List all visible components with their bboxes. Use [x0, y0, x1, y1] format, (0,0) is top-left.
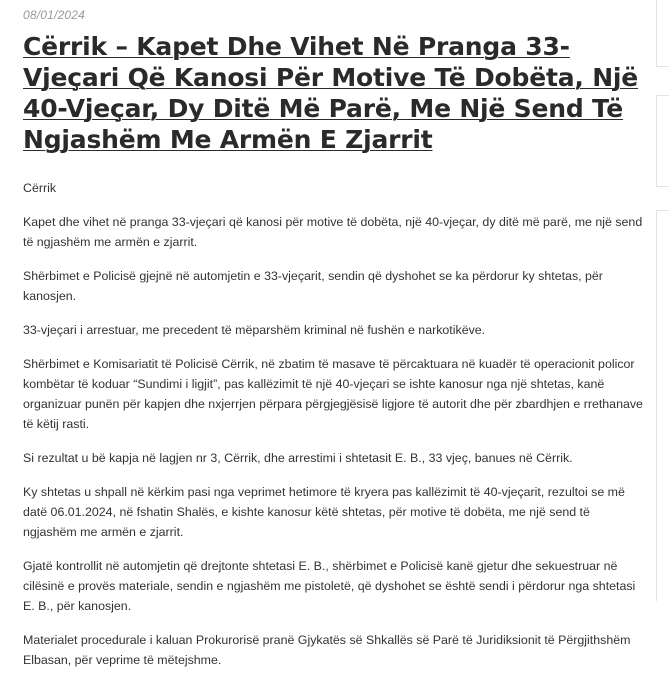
sidebar-edge: [656, 210, 669, 601]
article-body: [23, 178, 643, 684]
article-paragraph: Cërrik: [23, 181, 57, 195]
article-paragraph: Kapet dhe vihet në pranga 33-vjeçari që kanosi për motive të dobëta, një 40-vjeçar, dy ditë më parë, me një send të ngjashëm me armën e zjarrit.: [23, 215, 643, 249]
sidebar-edge: [656, 95, 669, 187]
article-paragraph: Shërbimet e Komisariatit të Policisë Cërrik, në zbatim të masave të përcaktuara në kuadër të operacionit policor kombëtar të koduar “Sundimi i ligjit”, pas kallëzimit të një 40-vjeçari se ishte kanosur nga një shtetas, kanë organizuar punën për kapjen dhe nxjerrjen përpara përgjegjësisë ligjore të autorit dhe për zbardhjen e rrethanave të këtij rasti.: [23, 357, 643, 431]
article-paragraph: Materialet procedurale i kaluan Prokurorisë pranë Gjykatës së Shkallës së Parë të Juridiksionit të Përgjithshëm Elbasan, për veprime të mëtejshme.: [23, 633, 631, 667]
article-paragraph: Si rezultat u bë kapja në lagjen nr 3, Cërrik, dhe arrestimi i shtetasit E. B., 33 vjeç, banues në Cërrik.: [23, 451, 573, 465]
article-paragraph: Ky shtetas u shpall në kërkim pasi nga veprimet hetimore të kryera pas kallëzimit të 40-vjeçarit, rezultoi se më datë 06.01.2024, në fshatin Shalës, e kishte kanosur këtë shtetas, për motive të dobëta, me një send të ngjashëm me armën e zjarrit.: [23, 485, 625, 539]
article-date: 08/01/2024: [23, 8, 86, 22]
sidebar-edge: [656, 0, 669, 67]
article-title[interactable]: Cërrik – Kapet Dhe Vihet Në Pranga 33-Vjeçari Që Kanosi Për Motive Të Dobëta, Një 40-Vjeçar, Dy Ditë Më Parë, Me Një Send Të Ngjashëm Me Armën E Zjarrit: [23, 32, 639, 154]
article-paragraph: Gjatë kontrollit në automjetin që drejtonte shtetasi E. B., shërbimet e Policisë kanë gjetur dhe sekuestruar në cilësinë e provës materiale, sendin e ngjashëm me pistoletë, që dyshohet se është sendi i përdorur nga shtetasi E. B., për kanosjen.: [23, 559, 636, 613]
article-paragraph: Shërbimet e Policisë gjejnë në automjetin e 33-vjeçarit, sendin që dyshohet se ka përdorur ky shtetas, për kanosjen.: [23, 269, 603, 303]
article-paragraph: 33-vjeçari i arrestuar, me precedent të mëparshëm kriminal në fushën e narkotikëve.: [23, 323, 486, 337]
